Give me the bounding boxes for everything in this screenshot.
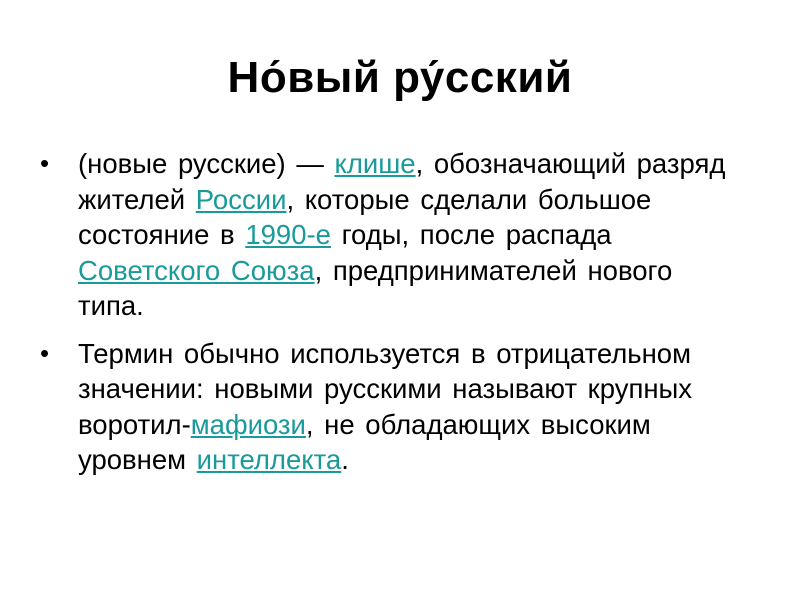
bullet-item xyxy=(40,336,730,478)
slide-title: Но́вый ру́сский xyxy=(227,53,573,102)
bullet-marker: • xyxy=(40,337,50,368)
link-rossii[interactable]: России xyxy=(195,183,287,215)
bullet-text: . xyxy=(341,444,349,475)
bullet-text: , обозначающий разряд жителей xyxy=(78,148,726,215)
link-klishe[interactable]: клише xyxy=(334,148,416,179)
bullet-item xyxy=(40,146,730,324)
bullet-text: , не обладающих высоким уровнем xyxy=(78,408,651,475)
link-1990s[interactable]: 1990-е xyxy=(245,219,331,250)
link-intellekta[interactable]: интеллекта xyxy=(196,444,342,475)
bullet-text: годы, после распада xyxy=(330,219,612,250)
bullet-text: , которые сделали большое состояние в xyxy=(78,183,652,250)
bullet-text: (новые русские) — xyxy=(78,148,335,179)
bullet-text: Термин обычно используется в отрицательном значении: новыми русскими называют крупных воротил- xyxy=(78,337,693,440)
bullet-text: , предпринимателей нового типа. xyxy=(78,254,673,321)
link-sovetskogo-soyuza[interactable]: Советского Союза xyxy=(78,254,315,286)
bullet-list xyxy=(40,146,730,490)
link-mafiozi[interactable]: мафиози xyxy=(190,408,306,440)
bullet-marker: • xyxy=(40,148,50,178)
